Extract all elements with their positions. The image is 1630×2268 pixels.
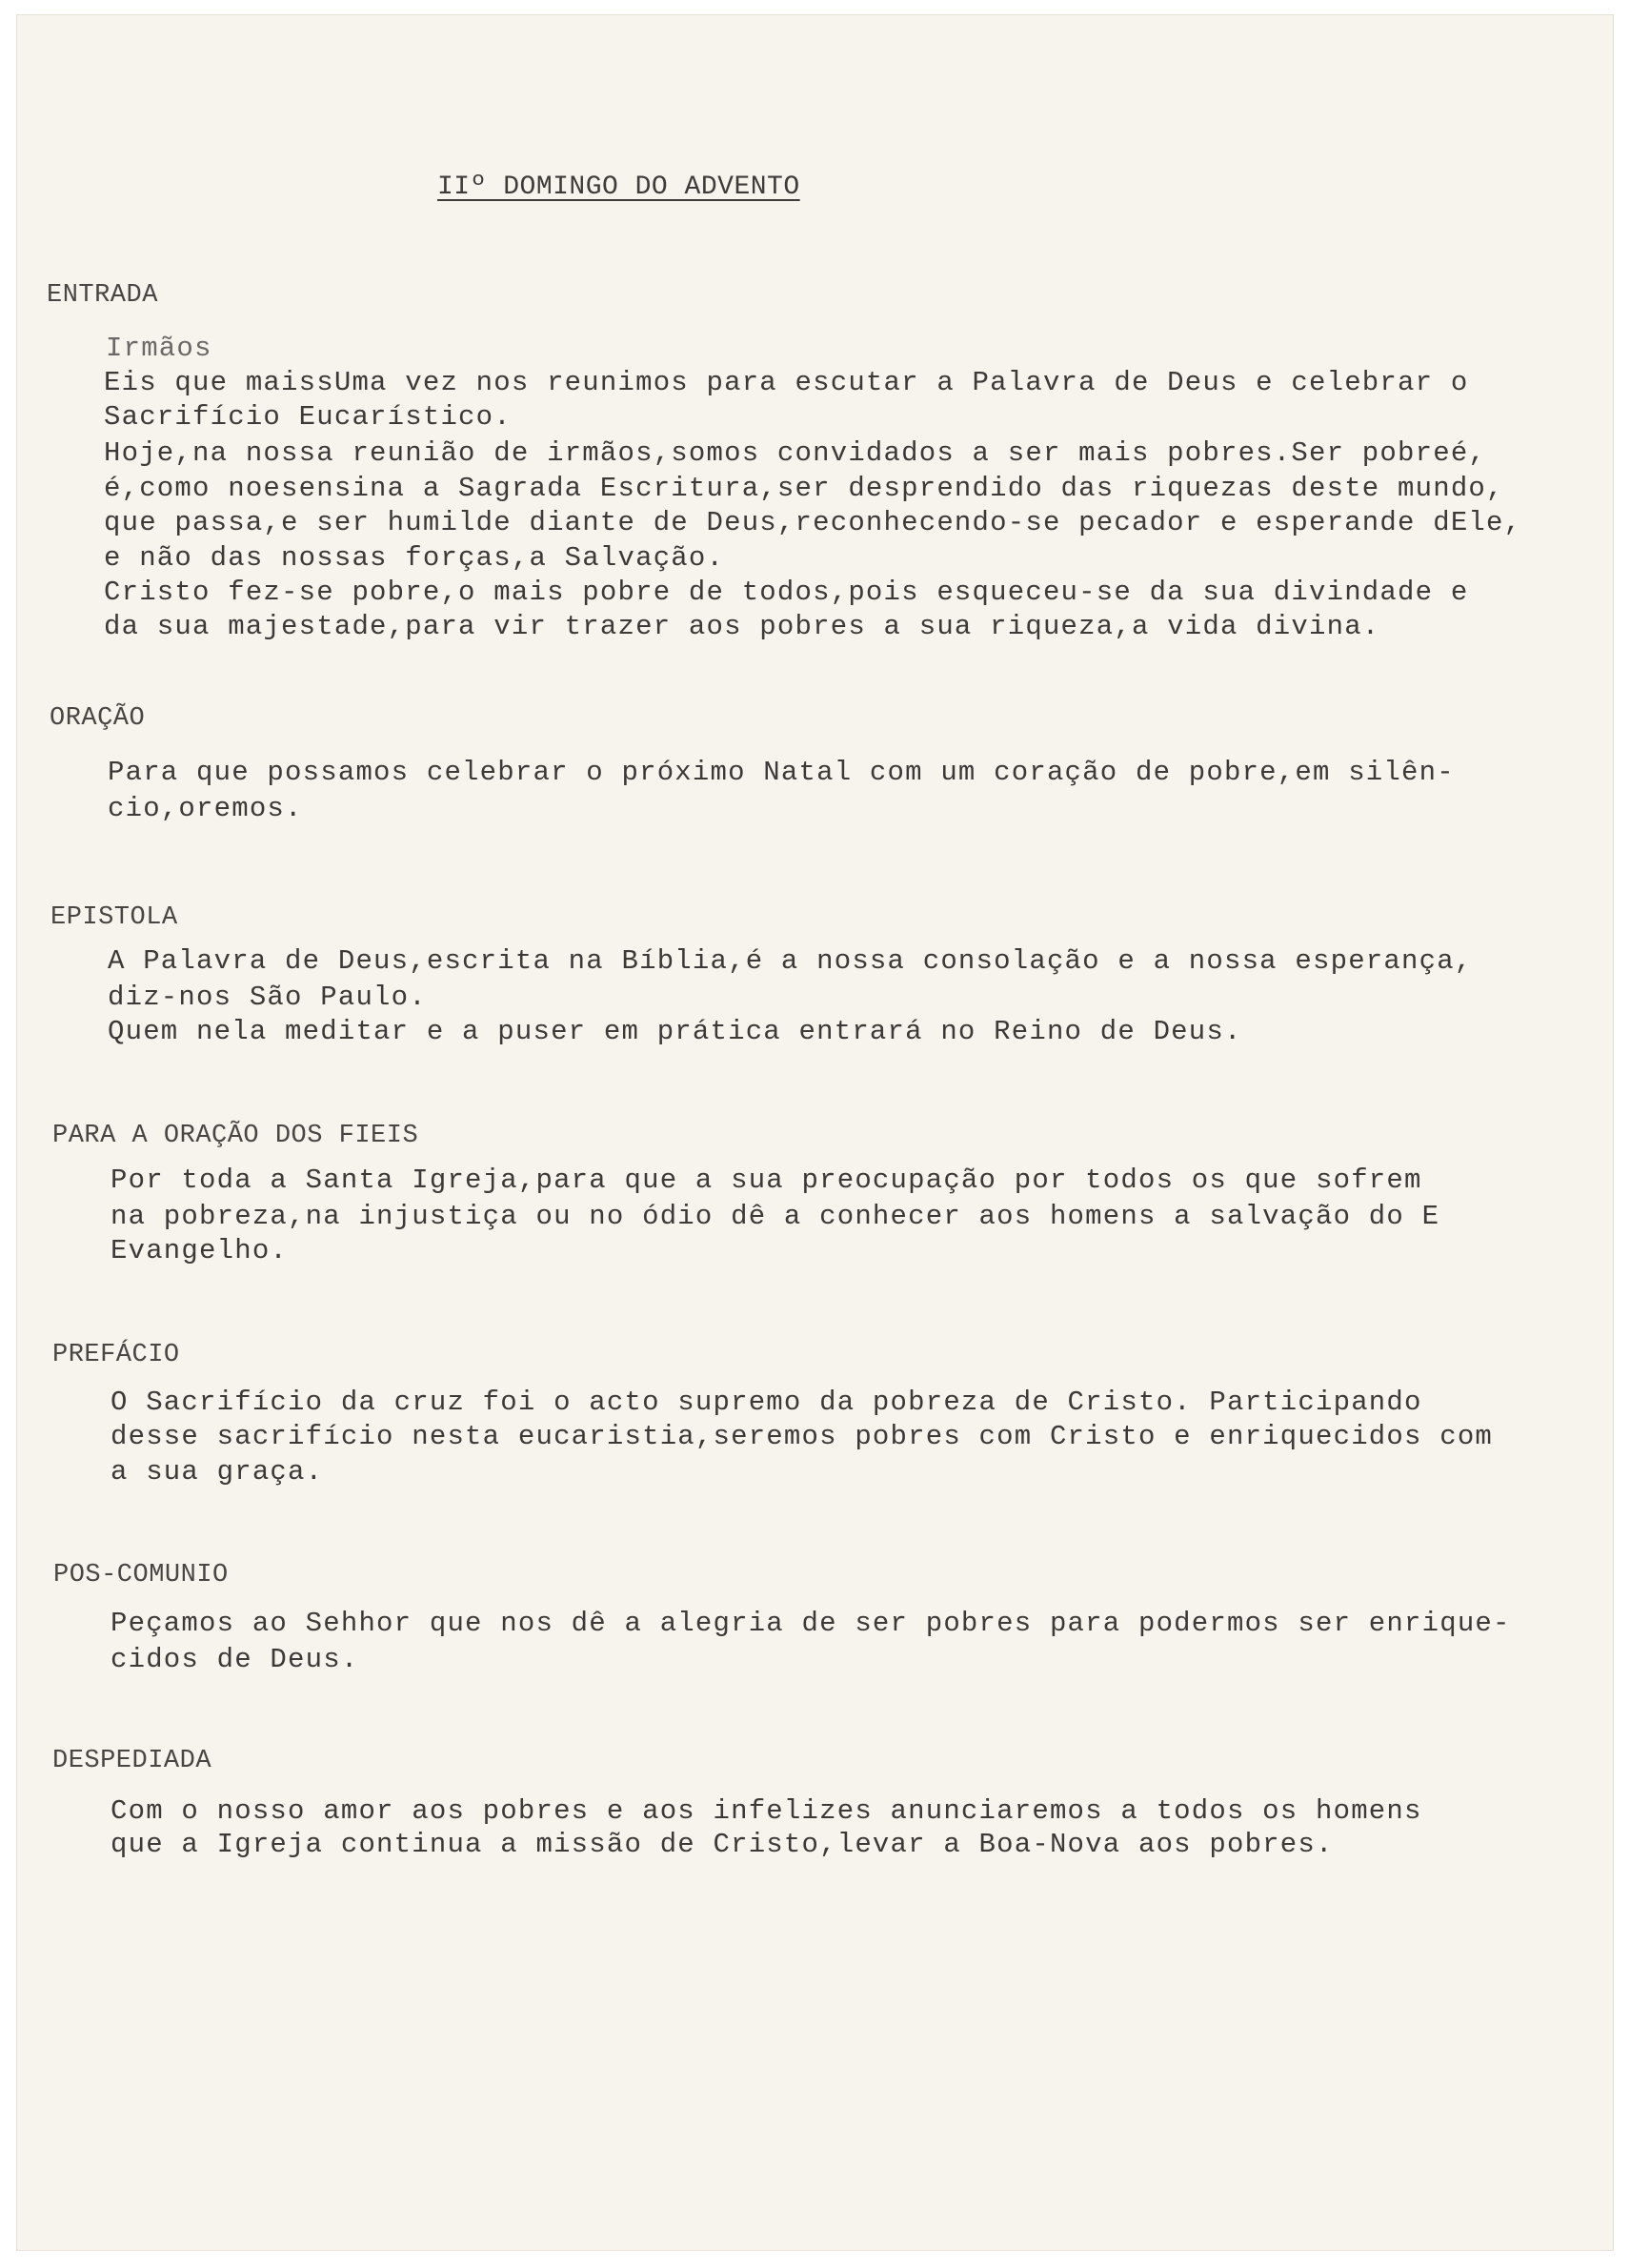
text-line: Irmãos (106, 333, 212, 364)
text-line: Evangelho. (111, 1235, 289, 1266)
section-heading-oracao-fieis: PARA A ORAÇÃO DOS FIEIS (52, 1122, 419, 1150)
text-line: na pobreza,na injustiça ou no ódio dê a conhecer aos homens a salvação do E (111, 1201, 1440, 1232)
text-line: Quem nela meditar e a puser em prática entrará no Reino de Deus. (108, 1016, 1242, 1047)
section-heading-oracao: ORAÇÃO (50, 704, 146, 733)
text-line: Peçamos ao Sehhor que nos dê a alegria de ser pobres para podermos ser enrique- (111, 1608, 1511, 1639)
document-page (17, 15, 1613, 2250)
section-heading-despedida: DESPEDIADA (52, 1747, 212, 1775)
section-heading-entrada: ENTRADA (47, 281, 158, 310)
section-heading-epistola: EPISTOLA (50, 903, 178, 932)
text-line: Cristo fez-se pobre,o mais pobre de todos,pois esqueceu-se da sua divindade e (104, 577, 1469, 608)
section-heading-pos-comunio: POS-COMUNIO (53, 1561, 229, 1590)
text-line: Sacrifício Eucarístico. (104, 401, 512, 433)
text-line: Com o nosso amor aos pobres e aos infelizes anunciaremos a todos os homens (111, 1795, 1422, 1827)
document-title: IIº DOMINGO DO ADVENTO (437, 172, 800, 202)
text-line: cidos de Deus. (111, 1644, 359, 1675)
text-line: Hoje,na nossa reunião de irmãos,somos convidados a ser mais pobres.Ser pobreé, (104, 437, 1487, 469)
text-line: O Sacrifício da cruz foi o acto supremo da pobreza de Cristo. Participando (111, 1387, 1422, 1418)
text-line: que a Igreja continua a missão de Cristo,levar a Boa-Nova aos pobres. (111, 1829, 1334, 1860)
text-line: a sua graça. (111, 1456, 324, 1488)
section-heading-prefacio: PREFÁCIO (52, 1341, 180, 1369)
text-line: Eis que maissUma vez nos reunimos para escutar a Palavra de Deus e celebrar o (104, 367, 1469, 398)
text-line: Para que possamos celebrar o próximo Natal com um coração de pobre,em silên- (108, 757, 1455, 788)
text-line: cio,oremos. (108, 793, 303, 824)
text-line: que passa,e ser humilde diante de Deus,reconhecendo-se pecador e esperande dEle, (104, 507, 1522, 538)
text-line: Por toda a Santa Igreja,para que a sua preocupação por todos os que sofrem (111, 1164, 1422, 1196)
text-line: da sua majestade,para vir trazer aos pobres a sua riqueza,a vida divina. (104, 611, 1380, 642)
text-line: é,como noesensina a Sagrada Escritura,ser desprendido das riquezas deste mundo, (104, 473, 1504, 504)
text-line: desse sacrifício nesta eucaristia,seremos pobres com Cristo e enriquecidos com (111, 1421, 1494, 1452)
text-line: e não das nossas forças,a Salvação. (104, 542, 725, 574)
text-line: A Palavra de Deus,escrita na Bíblia,é a nossa consolação e a nossa esperança, (108, 945, 1473, 977)
text-line: diz-nos São Paulo. (108, 982, 427, 1013)
